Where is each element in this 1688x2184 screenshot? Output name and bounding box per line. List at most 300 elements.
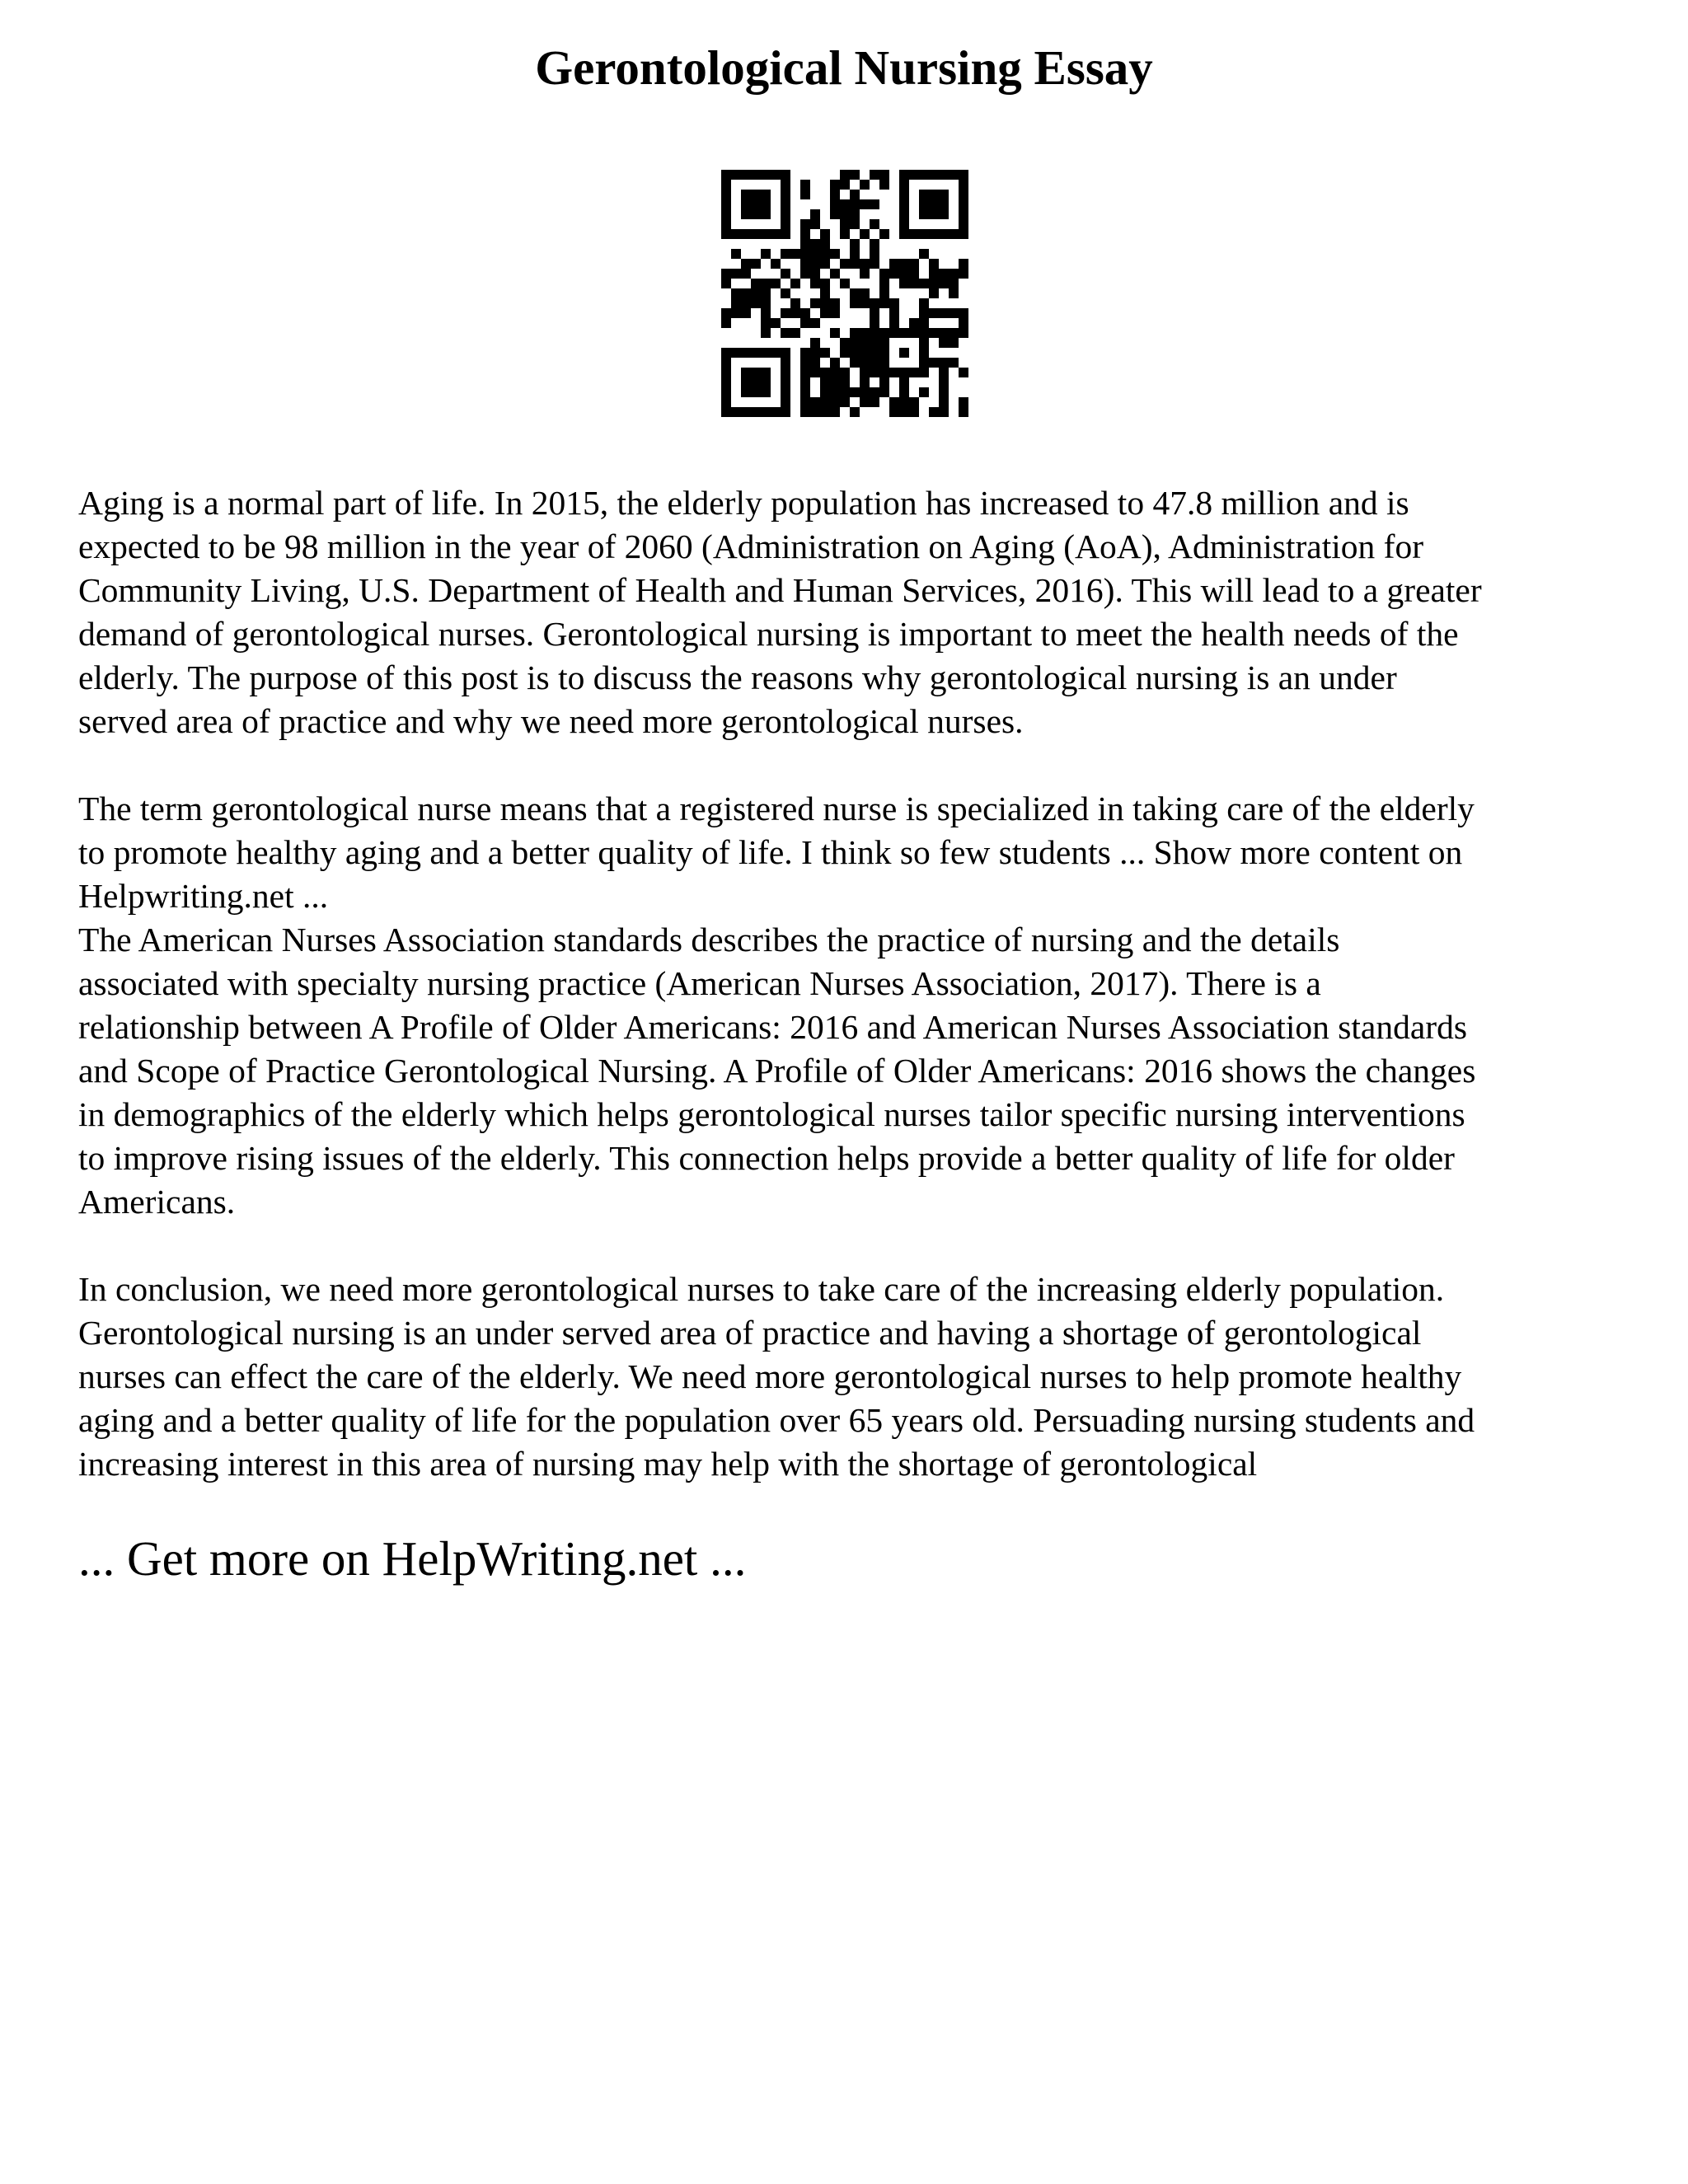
qr-module — [741, 368, 751, 377]
qr-module — [761, 348, 771, 358]
qr-module — [771, 170, 781, 180]
qr-module — [731, 348, 741, 358]
qr-module — [879, 298, 889, 308]
qr-module — [850, 209, 860, 219]
qr-module — [909, 407, 919, 417]
qr-module — [810, 269, 820, 279]
paragraph-intro: Aging is a normal part of life. In 2015, the elderly population has increased to 47.8 million and is expected to be 98 million in the year of 2060 (Administration on Aging (AoA), Administration for Community Living, U.S. Department of Health and Human Services, 2016). This will lead to a greater demand of gerontological nurses. Gerontological nursing is important to meet the health needs of the elderly. The purpose of this post is to discuss the reasons why gerontological nursing is an under served area of practice and why we need more gerontological nurses. — [78, 484, 1482, 740]
qr-module — [949, 328, 959, 338]
qr-module — [781, 368, 790, 377]
qr-module — [840, 219, 850, 229]
qr-module — [781, 288, 790, 298]
qr-module — [899, 387, 909, 397]
qr-module — [899, 190, 909, 199]
qr-module — [959, 407, 968, 417]
qr-module — [790, 328, 800, 338]
qr-module — [751, 377, 761, 387]
qr-module — [731, 288, 741, 298]
qr-module — [741, 377, 751, 387]
qr-module — [909, 229, 919, 239]
qr-module — [899, 368, 909, 377]
qr-module — [929, 308, 939, 318]
qr-module — [830, 308, 840, 318]
qr-module — [741, 259, 751, 269]
qr-module — [850, 298, 860, 308]
qr-module — [731, 407, 741, 417]
qr-module — [781, 387, 790, 397]
qr-module — [741, 348, 751, 358]
qr-module — [949, 308, 959, 318]
qr-module — [820, 249, 830, 259]
qr-module — [860, 377, 870, 387]
qr-module — [840, 170, 850, 180]
qr-module — [751, 209, 761, 219]
qr-module — [850, 259, 860, 269]
qr-module — [840, 368, 850, 377]
qr-module — [810, 407, 820, 417]
qr-module — [721, 368, 731, 377]
qr-module — [751, 368, 761, 377]
qr-module — [820, 387, 830, 397]
qr-module — [721, 377, 731, 387]
qr-module — [771, 229, 781, 239]
qr-module — [721, 308, 731, 318]
qr-module — [919, 209, 929, 219]
qr-module — [721, 358, 731, 368]
qr-module — [761, 288, 771, 298]
qr-module — [800, 377, 810, 387]
qr-module — [820, 377, 830, 387]
qr-module — [919, 328, 929, 338]
qr-module — [959, 269, 968, 279]
qr-module — [820, 407, 830, 417]
qr-module — [860, 298, 870, 308]
qr-module — [850, 338, 860, 348]
qr-module — [889, 298, 899, 308]
qr-module — [820, 397, 830, 407]
qr-module — [889, 328, 899, 338]
qr-module — [929, 269, 939, 279]
qr-module — [721, 209, 731, 219]
qr-module — [761, 229, 771, 239]
qr-module — [899, 209, 909, 219]
qr-module — [781, 170, 790, 180]
qr-module — [939, 397, 949, 407]
qr-module — [909, 368, 919, 377]
qr-module — [830, 298, 840, 308]
qr-module — [899, 407, 909, 417]
qr-module — [959, 199, 968, 209]
qr-module — [820, 259, 830, 269]
qr-module — [830, 209, 840, 219]
qr-module — [879, 180, 889, 190]
qr-module — [939, 358, 949, 368]
qr-module — [771, 407, 781, 417]
qr-module — [850, 239, 860, 249]
qr-module — [830, 387, 840, 397]
qr-module — [879, 229, 889, 239]
qr-module — [929, 229, 939, 239]
qr-module — [781, 397, 790, 407]
qr-module — [830, 328, 840, 338]
qr-module — [751, 170, 761, 180]
qr-module — [850, 288, 860, 298]
qr-module — [840, 338, 850, 348]
qr-module — [949, 338, 959, 348]
qr-module — [781, 328, 790, 338]
qr-module — [879, 368, 889, 377]
qr-module — [781, 199, 790, 209]
qr-module — [800, 259, 810, 269]
qr-module — [870, 199, 879, 209]
qr-module — [929, 199, 939, 209]
qr-module — [741, 407, 751, 417]
qr-module — [870, 170, 879, 180]
qr-module — [879, 348, 889, 358]
qr-module — [899, 259, 909, 269]
qr-module — [721, 407, 731, 417]
qr-module — [919, 348, 929, 358]
qr-module — [741, 199, 751, 209]
qr-module — [721, 269, 731, 279]
qr-module — [790, 249, 800, 259]
qr-module — [751, 190, 761, 199]
qr-module — [850, 358, 860, 368]
qr-module — [919, 170, 929, 180]
qr-module — [899, 180, 909, 190]
qr-module — [800, 407, 810, 417]
qr-module — [800, 190, 810, 199]
qr-module — [800, 368, 810, 377]
qr-module — [731, 229, 741, 239]
qr-module — [899, 170, 909, 180]
qr-module — [761, 249, 771, 259]
qr-module — [751, 229, 761, 239]
qr-module — [899, 328, 909, 338]
qr-module — [781, 229, 790, 239]
qr-module — [721, 190, 731, 199]
qr-module — [731, 298, 741, 308]
qr-module — [800, 180, 810, 190]
qr-module — [810, 279, 820, 288]
qr-module — [751, 348, 761, 358]
qr-module — [800, 229, 810, 239]
qr-module — [731, 308, 741, 318]
qr-module — [761, 377, 771, 387]
qr-module — [879, 377, 889, 387]
qr-module — [761, 407, 771, 417]
qr-module — [939, 199, 949, 209]
qr-module — [870, 219, 879, 229]
qr-module — [840, 377, 850, 387]
qr-module — [929, 358, 939, 368]
qr-module — [899, 348, 909, 358]
qr-module — [870, 338, 879, 348]
qr-module — [810, 397, 820, 407]
qr-module — [820, 308, 830, 318]
qr-module — [870, 259, 879, 269]
get-more-link[interactable]: ... Get more on HelpWriting.net ... — [78, 1531, 747, 1586]
qr-module — [860, 259, 870, 269]
qr-module — [879, 279, 889, 288]
qr-module — [800, 219, 810, 229]
qr-module — [820, 229, 830, 239]
qr-module — [939, 407, 949, 417]
qr-module — [929, 170, 939, 180]
qr-module — [840, 387, 850, 397]
qr-module — [939, 209, 949, 219]
qr-module — [751, 387, 761, 397]
qr-module — [860, 338, 870, 348]
qr-module — [860, 348, 870, 358]
qr-module — [761, 328, 771, 338]
qr-module — [771, 348, 781, 358]
qr-module — [820, 239, 830, 249]
qr-module — [761, 318, 771, 328]
qr-module — [939, 269, 949, 279]
qr-module — [860, 387, 870, 397]
qr-module — [751, 288, 761, 298]
qr-module — [820, 288, 830, 298]
qr-module — [741, 170, 751, 180]
qr-module — [949, 279, 959, 288]
qr-module — [929, 407, 939, 417]
qr-module — [889, 318, 899, 328]
qr-module — [850, 328, 860, 338]
qr-module — [830, 180, 840, 190]
qr-module — [909, 318, 919, 328]
qr-module — [939, 338, 949, 348]
qr-module — [751, 199, 761, 209]
qr-module — [860, 328, 870, 338]
qr-module — [781, 219, 790, 229]
qr-module — [800, 387, 810, 397]
qr-module — [959, 397, 968, 407]
qr-module — [761, 209, 771, 219]
paragraph-definition: The term gerontological nurse means that a registered nurse is specialized in taking care of the elderly to promote healthy aging and a better quality of life. I think so few students ... Show more content on Helpwriting.net ... — [78, 790, 1475, 915]
qr-module — [870, 328, 879, 338]
qr-module — [959, 259, 968, 269]
qr-module — [959, 328, 968, 338]
qr-module — [781, 348, 790, 358]
qr-module — [939, 387, 949, 397]
qr-module — [761, 387, 771, 397]
qr-module — [751, 407, 761, 417]
qr-module — [721, 219, 731, 229]
qr-module — [850, 190, 860, 199]
qr-module — [870, 308, 879, 318]
qr-module — [879, 328, 889, 338]
qr-module — [909, 279, 919, 288]
qr-module — [800, 249, 810, 259]
qr-module — [870, 358, 879, 368]
qr-module — [830, 358, 840, 368]
qr-module — [781, 407, 790, 417]
qr-module — [850, 170, 860, 180]
qr-module — [919, 190, 929, 199]
qr-module — [741, 269, 751, 279]
qr-module — [889, 308, 899, 318]
qr-module — [761, 199, 771, 209]
qr-module — [919, 199, 929, 209]
qr-module — [959, 180, 968, 190]
qr-module — [959, 190, 968, 199]
qr-module — [879, 288, 889, 298]
qr-module — [820, 348, 830, 358]
qr-module — [939, 190, 949, 199]
page-title: Gerontological Nursing Essay — [535, 40, 1153, 95]
qr-module — [810, 348, 820, 358]
qr-module — [860, 229, 870, 239]
qr-module — [731, 269, 741, 279]
qr-module — [899, 377, 909, 387]
qr-module — [929, 279, 939, 288]
qr-module — [731, 170, 741, 180]
qr-module — [889, 407, 899, 417]
qr-module — [939, 368, 949, 377]
qr-module — [830, 377, 840, 387]
qr-code-icon — [721, 170, 968, 417]
qr-module — [781, 180, 790, 190]
qr-module — [899, 279, 909, 288]
qr-module — [721, 170, 731, 180]
qr-module — [850, 348, 860, 358]
qr-module — [949, 288, 959, 298]
qr-module — [949, 170, 959, 180]
qr-module — [721, 387, 731, 397]
qr-module — [790, 279, 800, 288]
qr-module — [870, 387, 879, 397]
qr-module — [840, 209, 850, 219]
qr-module — [959, 219, 968, 229]
qr-module — [879, 170, 889, 180]
qr-module — [761, 190, 771, 199]
qr-module — [919, 338, 929, 348]
qr-module — [870, 318, 879, 328]
qr-module — [959, 308, 968, 318]
qr-module — [721, 348, 731, 358]
qr-module — [810, 219, 820, 229]
qr-module — [939, 377, 949, 387]
qr-module — [860, 288, 870, 298]
qr-module — [889, 269, 899, 279]
qr-module — [860, 199, 870, 209]
qr-module — [800, 397, 810, 407]
qr-module — [909, 397, 919, 407]
qr-module — [820, 368, 830, 377]
qr-module — [850, 249, 860, 259]
qr-module — [909, 328, 919, 338]
qr-module — [879, 358, 889, 368]
qr-module — [889, 368, 899, 377]
qr-module — [810, 209, 820, 219]
qr-module — [810, 298, 820, 308]
qr-module — [959, 229, 968, 239]
qr-module — [830, 190, 840, 199]
qr-module — [909, 269, 919, 279]
qr-module — [820, 279, 830, 288]
qr-module — [781, 269, 790, 279]
qr-module — [830, 407, 840, 417]
qr-module — [919, 279, 929, 288]
qr-module — [781, 209, 790, 219]
qr-module — [751, 259, 761, 269]
qr-module — [919, 229, 929, 239]
qr-module — [939, 308, 949, 318]
qr-module — [870, 397, 879, 407]
qr-module — [761, 298, 771, 308]
qr-module — [830, 397, 840, 407]
qr-module — [939, 229, 949, 239]
qr-module — [810, 358, 820, 368]
qr-module — [731, 249, 741, 259]
qr-module — [800, 269, 810, 279]
qr-module — [840, 259, 850, 269]
qr-module — [860, 180, 870, 190]
qr-module — [840, 199, 850, 209]
qr-module — [879, 338, 889, 348]
qr-module — [959, 318, 968, 328]
qr-module — [949, 229, 959, 239]
paragraph-standards: The American Nurses Association standards describes the practice of nursing and the details associated with specialty nursing practice (American Nurses Association, 2017). There is a relationship between A Profile of Older Americans: 2016 and American Nurses Association standards and Scope of Practice Gerontological Nursing. A Profile of Older Americans: 2016 shows the changes in demographics of the elderly which helps gerontological nurses tailor specific nursing interventions to improve rising issues of the elderly. This connection helps provide a better quality of life for older Americans. — [78, 921, 1476, 1221]
qr-module — [949, 269, 959, 279]
qr-module — [939, 328, 949, 338]
qr-module — [929, 288, 939, 298]
qr-module — [840, 279, 850, 288]
essay-body — [78, 481, 1620, 1486]
qr-module — [929, 259, 939, 269]
qr-module — [741, 298, 751, 308]
qr-module — [741, 190, 751, 199]
qr-module — [721, 180, 731, 190]
qr-module — [879, 269, 889, 279]
qr-module — [741, 308, 751, 318]
qr-module — [781, 308, 790, 318]
qr-module — [790, 298, 800, 308]
qr-module — [929, 209, 939, 219]
qr-module — [919, 368, 929, 377]
qr-module — [761, 368, 771, 377]
qr-module — [939, 170, 949, 180]
qr-module — [860, 358, 870, 368]
qr-module — [741, 288, 751, 298]
qr-module — [909, 259, 919, 269]
qr-module — [830, 199, 840, 209]
qr-module — [721, 199, 731, 209]
qr-module — [889, 259, 899, 269]
qr-module — [919, 249, 929, 259]
qr-module — [741, 209, 751, 219]
qr-module — [810, 249, 820, 259]
qr-module — [771, 279, 781, 288]
qr-module — [870, 298, 879, 308]
qr-module — [929, 190, 939, 199]
qr-module — [919, 387, 929, 397]
qr-module — [781, 377, 790, 387]
qr-module — [840, 229, 850, 239]
qr-module — [790, 308, 800, 318]
qr-module — [919, 318, 929, 328]
qr-module — [800, 348, 810, 358]
qr-module — [810, 338, 820, 348]
qr-module — [800, 318, 810, 328]
qr-module — [781, 249, 790, 259]
qr-module — [771, 318, 781, 328]
qr-module — [800, 239, 810, 249]
qr-module — [840, 348, 850, 358]
qr-module — [721, 279, 731, 288]
qr-module — [870, 368, 879, 377]
